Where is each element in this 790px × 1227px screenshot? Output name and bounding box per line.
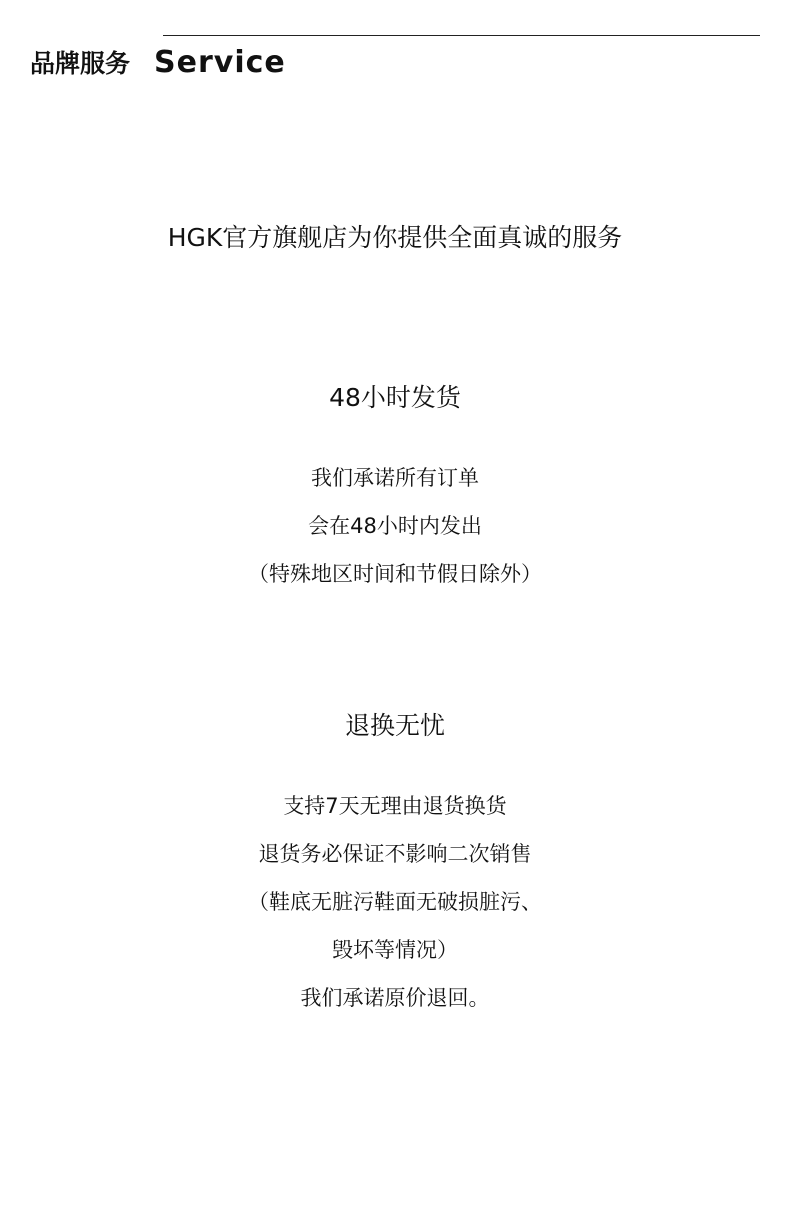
section-returns bbox=[0, 708, 790, 1022]
section-line: 退货务必保证不影响二次销售 bbox=[258, 842, 532, 866]
section-line: （特殊地区时间和节假日除外） bbox=[248, 562, 542, 586]
intro-text: HGK官方旗舰店为你提供全面真诚的服务 bbox=[167, 223, 623, 252]
section-shipping bbox=[0, 380, 790, 598]
section-title: 48小时发货 bbox=[329, 383, 461, 412]
header-title-cn: 品牌服务 bbox=[30, 49, 131, 78]
section-body bbox=[0, 782, 790, 1022]
section-title: 退换无忧 bbox=[344, 711, 445, 740]
section-body bbox=[0, 454, 790, 598]
section-line: 毁坏等情况） bbox=[332, 938, 458, 962]
section-line: （鞋底无脏污鞋面无破损脏污、 bbox=[248, 890, 542, 914]
section-line: 会在48小时内发出 bbox=[308, 514, 482, 538]
section-line: 支持7天无理由退货换货 bbox=[283, 794, 507, 818]
section-line: 我们承诺所有订单 bbox=[311, 466, 479, 490]
section-line: 我们承诺原价退回。 bbox=[300, 986, 490, 1010]
page-header bbox=[30, 44, 286, 80]
header-title-en: Service bbox=[154, 45, 286, 80]
header-divider bbox=[163, 35, 760, 36]
